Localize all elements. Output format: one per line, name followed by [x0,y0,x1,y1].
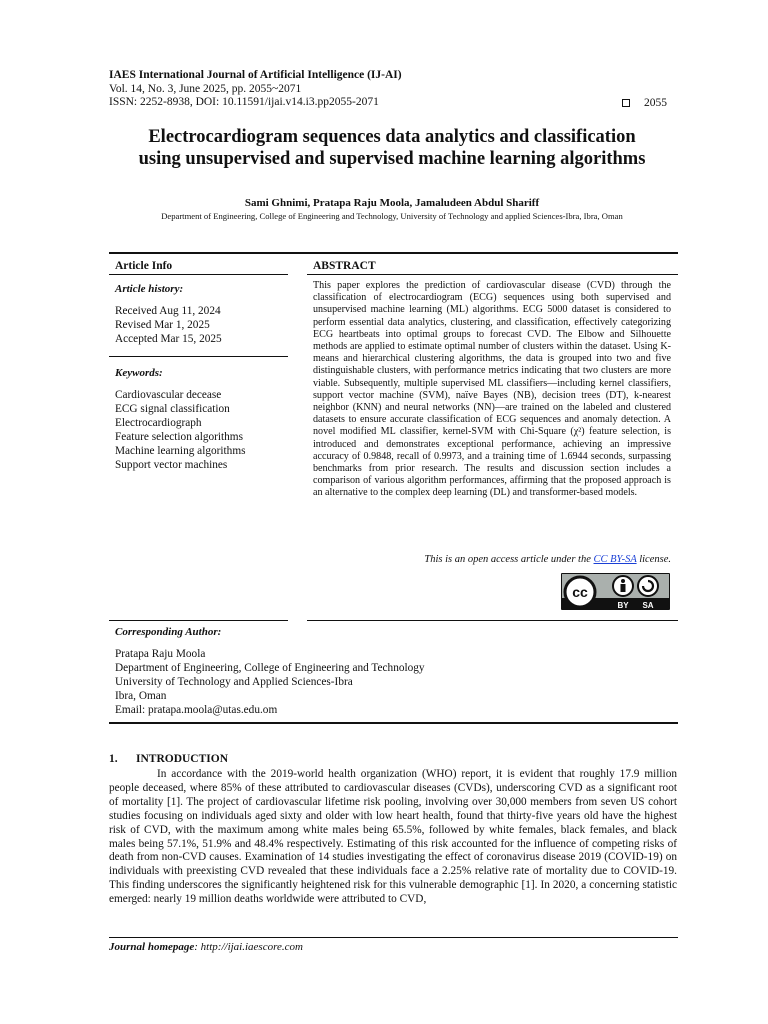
corr-left-rule [109,620,288,621]
keyword: Feature selection algorithms [115,431,243,443]
attribution-icon-head [621,579,625,583]
keyword: Machine learning algorithms [115,445,246,457]
corr-right-rule [307,620,678,621]
title-line-2: using unsupervised and supervised machine learning algorithms [138,149,646,169]
keyword: Cardiovascular decease [115,389,222,401]
license-prefix: This is an open access article under the [424,554,594,565]
badge-by-label: BY [617,601,629,610]
info-header-rule [109,274,288,275]
license-suffix: license. [636,554,671,565]
history-heading: Article history: [115,283,184,295]
attribution-icon-body [621,584,626,592]
cc-by-sa-badge[interactable] [561,573,670,610]
page-number-box [622,97,667,109]
keyword: Electrocardiograph [115,417,202,429]
keywords-heading: Keywords: [115,367,163,379]
section-number: 1. [109,753,118,765]
author-university: University of Technology and Applied Sciences-Ibra [115,676,353,688]
revised-date: Revised Mar 1, 2025 [115,319,210,331]
top-rule [109,252,678,254]
keywords-list [115,388,246,472]
affiliation: Department of Engineering, College of Engineering and Technology, University of Technology and applied Sciences-Ibra, Ibra, Oman [161,211,623,221]
corr-bottom-rule [109,722,678,724]
author-location: Ibra, Oman [115,690,167,702]
journal-name: IAES International Journal of Artificial Intelligence (IJ-AI) [109,69,402,81]
paper-title [100,126,684,170]
homepage-label: Journal homepage [109,941,195,953]
abstract-text: This paper explores the prediction of cardiovascular disease (CVD) through the classification of electrocardiogram (ECG) sequences using both supervised and unsupervised machine learning (ML) algorithms. ECG 5000 dataset is considered to perform essential data analytics, clustering, and classification, effectively categorizing ECG heartbeats into optimal groups to forecast CVD. The Elbow and Silhouette methods are applied to estimate optimal number of clusters within the dataset. Using K-means and hierarchical clustering algorithms, the data is grouped into two and five distinguishable clusters, with performance metrics indicating that two clusters are more viable. Subsequently, multiple supervised ML classifiers—including kernel classifiers, support vector machine (SVM), naïve Bayes (NB), decision trees (DT), k-nearest neighbor (KNN) and neural networks (NN)—are trained on the labeled and clustered datasets to ensure accurate classification of ECG sequences and anomaly detection. A novel modified ML classifier, kernel-SVM with Chi-Square (χ²) feature selection, is introduced and demonstrates exceptional performance, achieving an impressive accuracy of 0.9848, recall of 0.9973, and a training time of 1.6944 seconds, surpassing benchmarks from prior research. The results and discussion section includes a comparison of various algorithm performances, affirming that the proposed approach is an alternative to the complex deep learning (DL) and transformer-based models. [313,280,671,499]
cc-badge-graphic [561,573,670,610]
received-date: Received Aug 11, 2024 [115,305,221,317]
keyword: ECG signal classification [115,403,230,415]
page-number: 2055 [644,97,667,109]
cc-icon-label: cc [572,584,588,600]
square-icon [622,99,630,107]
corresponding-author-heading: Corresponding Author: [115,626,222,638]
accepted-date: Accepted Mar 15, 2025 [115,333,222,345]
footer-rule [109,937,678,938]
cc-by-sa-link[interactable]: CC BY-SA [593,554,637,565]
license-line [313,554,671,565]
homepage-url[interactable]: : http://ijai.iaescore.com [194,941,303,953]
introduction-body [109,768,677,907]
abstract-header-rule [307,274,678,275]
issn-line: ISSN: 2252-8938, DOI: 10.11591/ijai.v14.i3.pp2055-2071 [109,96,379,108]
volume-line: Vol. 14, No. 3, June 2025, pp. 2055~2071 [109,82,302,95]
badge-sa-label: SA [642,601,654,610]
journal-homepage [109,941,303,953]
authors: Sami Ghnimi, Pratapa Raju Moola, Jamaludeen Abdul Shariff [244,197,540,209]
article-info-heading: Article Info [115,260,173,272]
author-department: Department of Engineering, College of Engineering and Technology [115,662,425,674]
author-name: Pratapa Raju Moola [115,648,206,660]
share-alike-icon [638,576,658,596]
introduction-heading [109,753,228,765]
abstract-heading: ABSTRACT [313,260,376,272]
title-line-1: Electrocardiogram sequences data analytics and classification [148,127,636,147]
journal-header [109,69,402,110]
history-rule [109,356,288,357]
corresponding-author-block [115,647,425,717]
introduction-paragraph: In accordance with the 2019-world health organization (WHO) report, it is evident that roughly 17.9 million people deceased, where 85% of these attributed to cardiovascular diseases (CVDs), underscoring CVD as a significant root of mortality [1]. The project of cardiovascular lifetime risk pooling, involving over 30,000 members from seven US cohort studies focusing on individuals aged sixty and older with low heart health, found that thirty-five years old have the highest risk of CVD, with the maximum among white males being 65.5%, followed by white females, black females, and black males being 57.1%, 51.9% and 48.4% respectively. Estimating of this risk accounted for the influence of competing risks of death from non-CVD causes. Examination of 14 studies investigating the effect of coronavirus disease 2019 (COVID-19) on individuals with preexisting CVD revealed that these individuals face a 2.25% relative rate of mortality due to COVID-19. This finding underscores the significantly heightened risk for this vulnerable demographic [1]. In 2020, a concerning statistic emerged: nearly 19 million deaths worldwide were attributed to CVD, [109,768,677,906]
keyword: Support vector machines [115,459,228,471]
article-history [115,304,222,346]
author-email: Email: pratapa.moola@utas.edu.om [115,704,278,716]
section-title: INTRODUCTION [136,753,229,765]
